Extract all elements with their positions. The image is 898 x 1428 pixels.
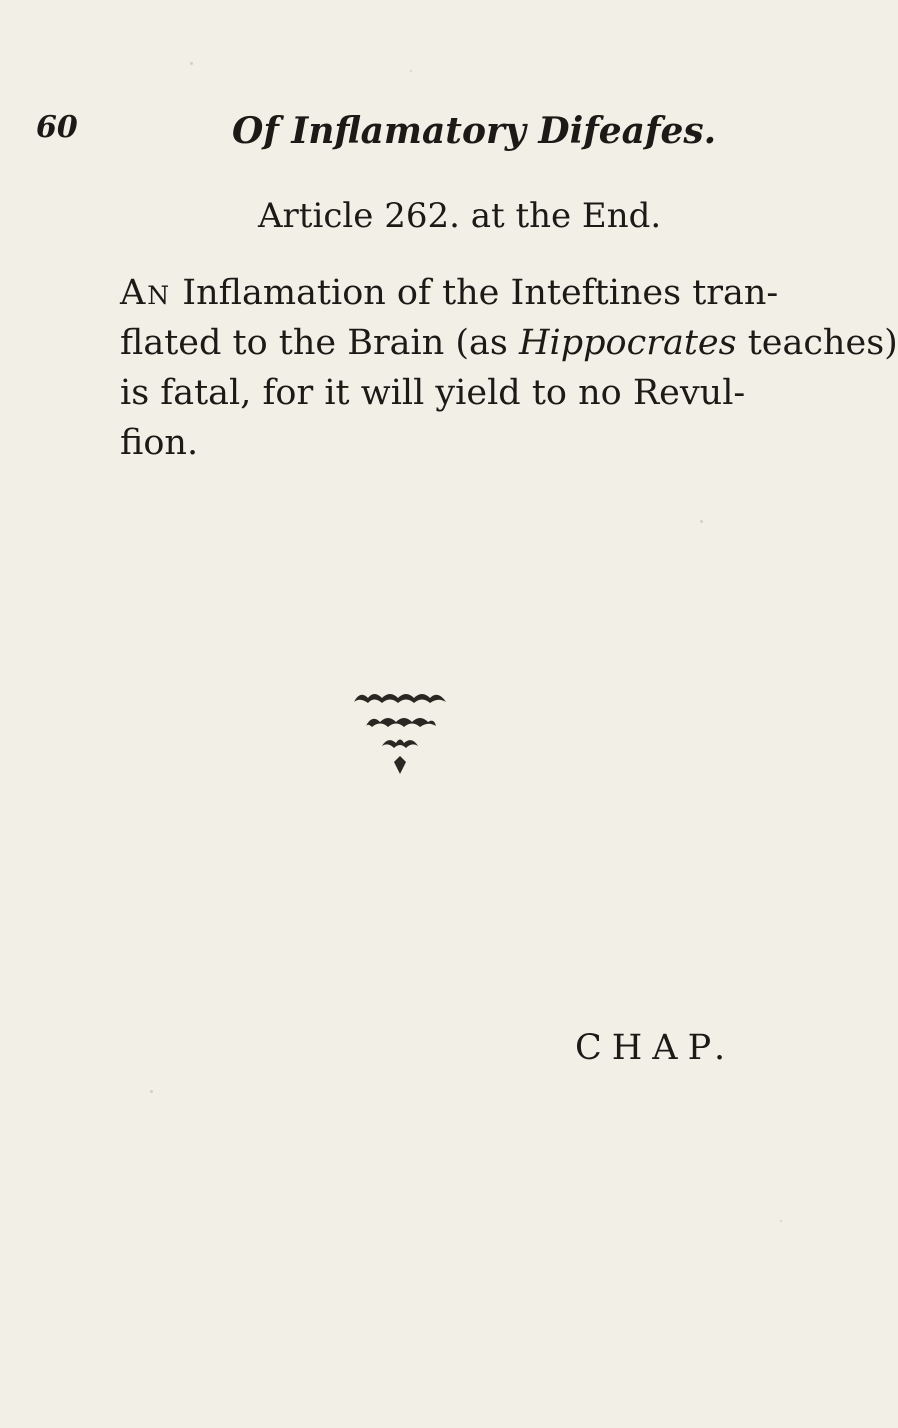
tailpiece-ornament-icon (352, 688, 448, 776)
paragraph-line-1-text: Inflamation of the Inteftines tran- (182, 273, 779, 313)
paragraph-line-2-post: teaches) (736, 323, 898, 363)
paragraph-line-4: fion. (120, 423, 199, 463)
paragraph-line-2-pre: flated to the Brain (as (120, 323, 520, 363)
paragraph-line-2 (120, 318, 898, 368)
author-name: Hippocrates (519, 323, 737, 363)
page-number: 60 (36, 110, 78, 145)
catchword: CHAP. (575, 1028, 736, 1068)
body-paragraph (120, 268, 898, 468)
paragraph-lead-word: An (120, 273, 172, 313)
paragraph-line-3: is fatal, for it will yield to no Revul- (120, 373, 746, 413)
paragraph-line-1 (120, 268, 779, 318)
article-reference: Article 262. at the End. (258, 196, 662, 236)
running-head: Of Inflamatory Difeafes. (232, 110, 717, 152)
